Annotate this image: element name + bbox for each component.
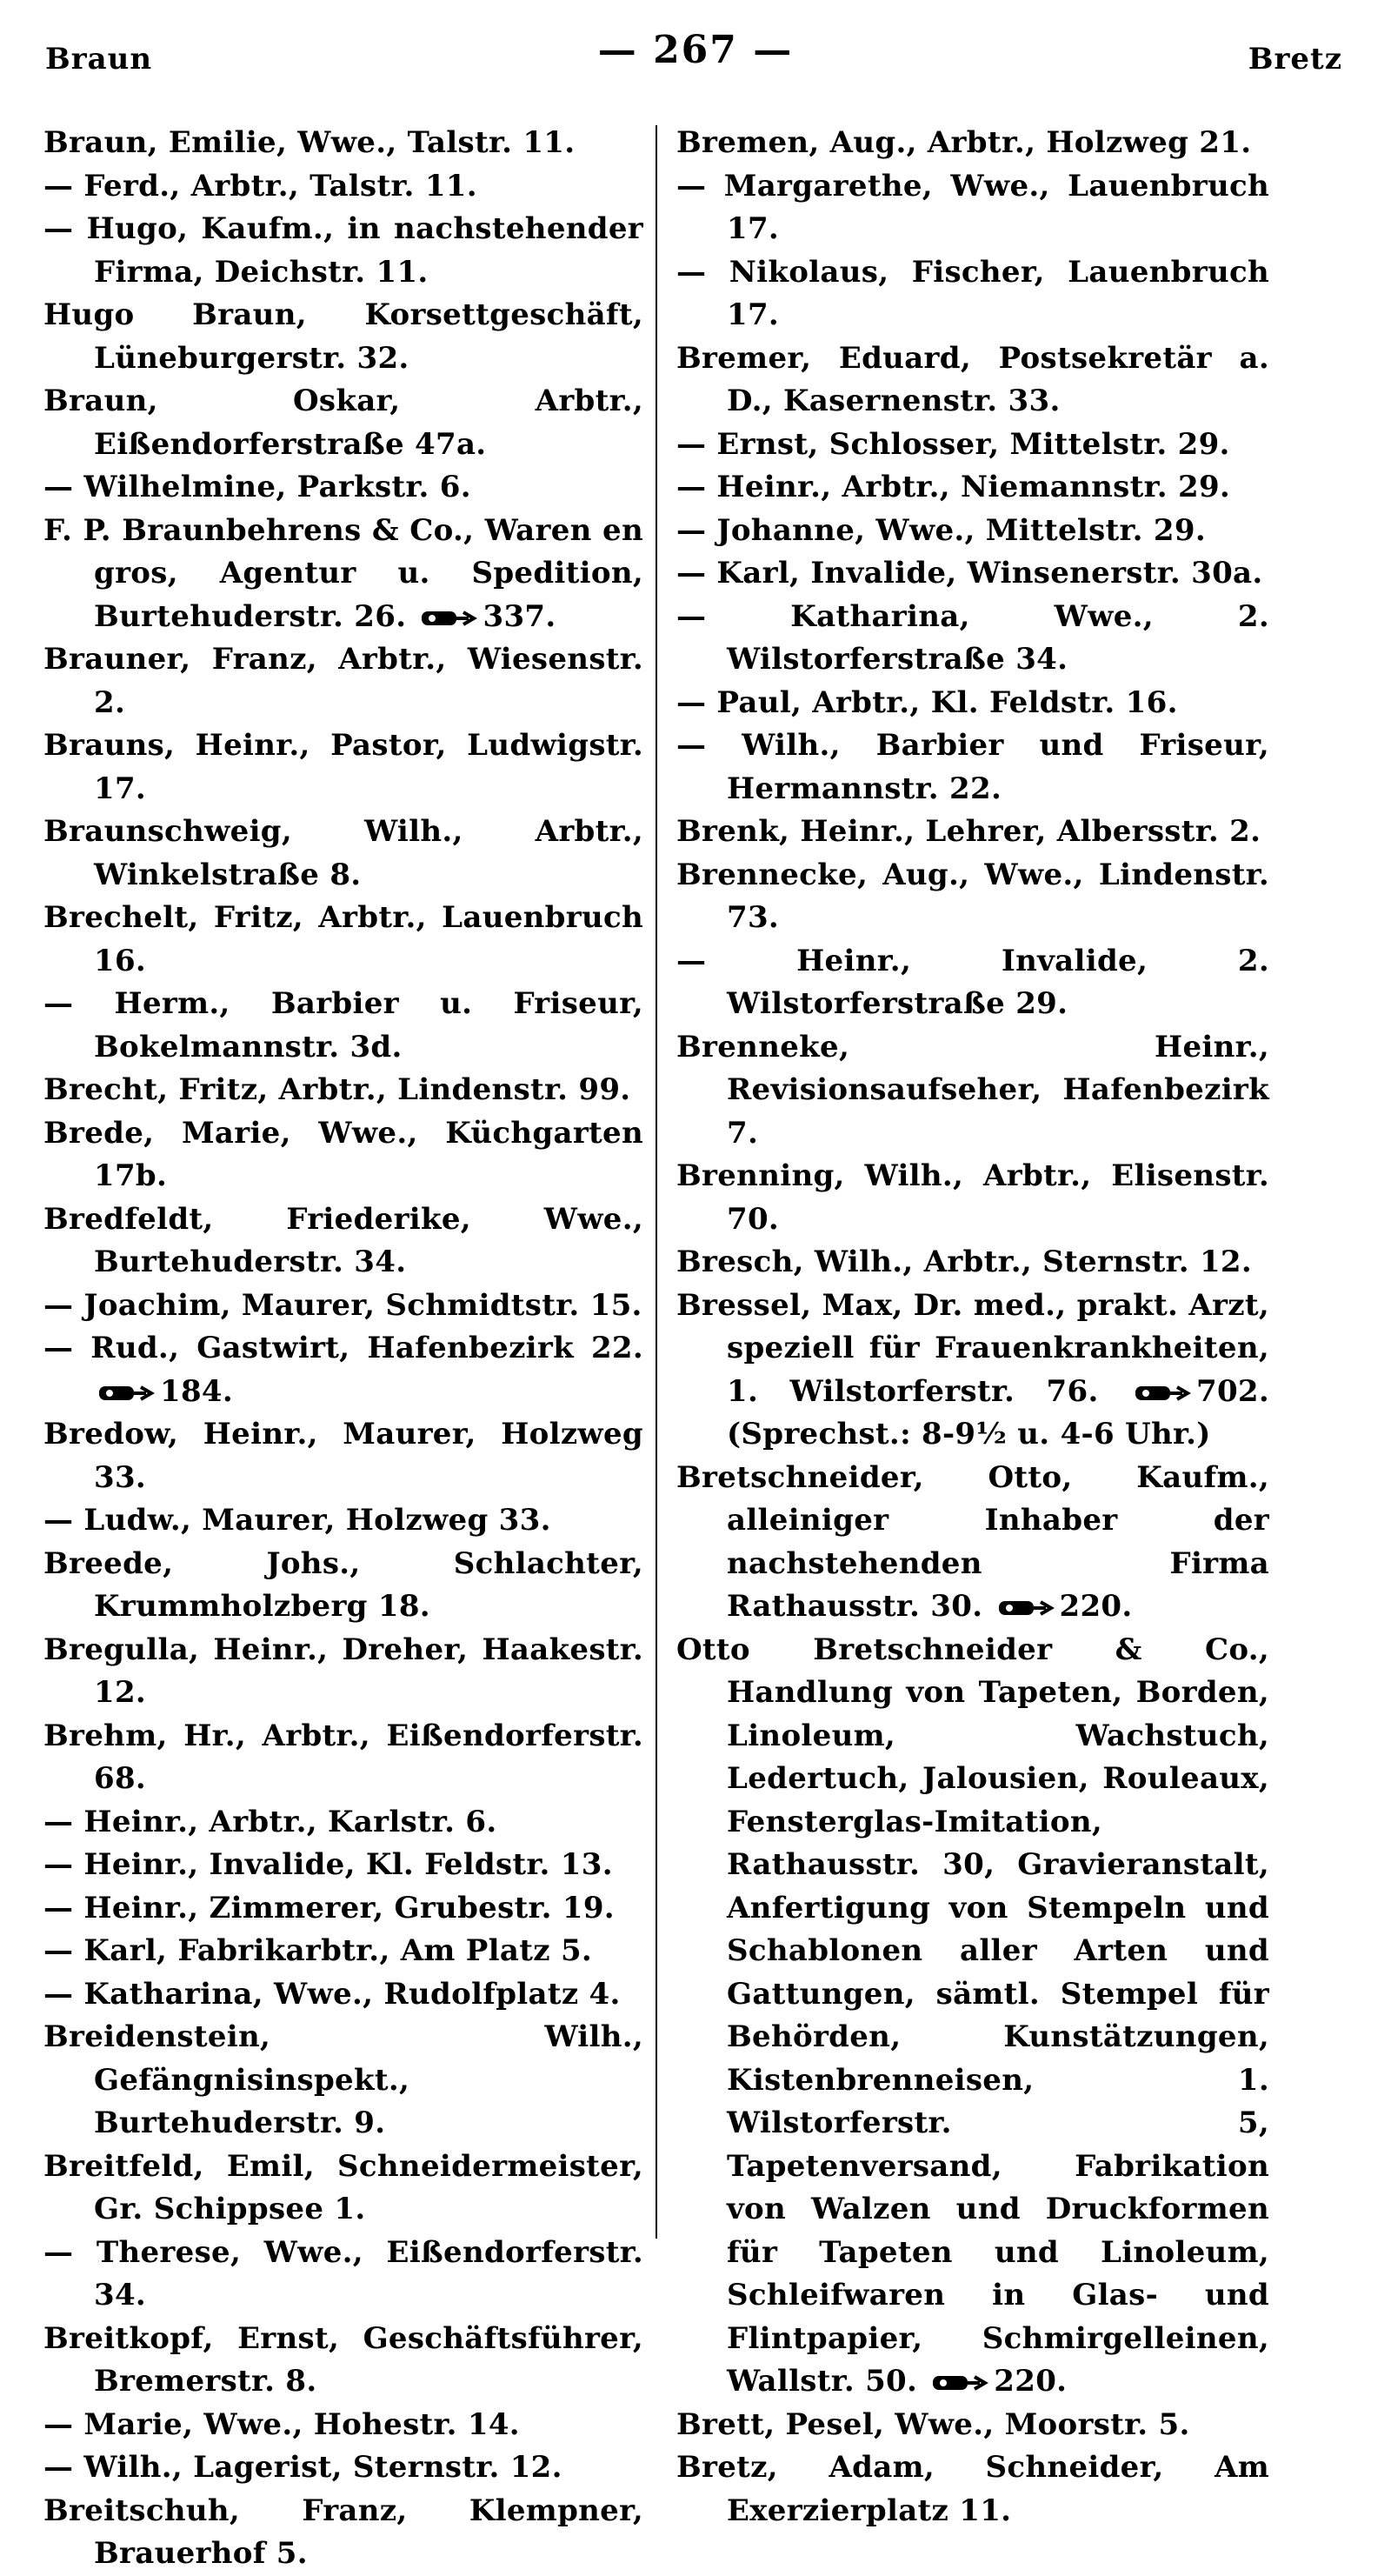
entry-text: — Ludw., Maurer, Holzweg 33. bbox=[43, 1503, 551, 1538]
entry-text: Brett, Pesel, Wwe., Moorstr. 5. bbox=[676, 2406, 1190, 2442]
entry-text: — Therese, Wwe., Eißendorferstr. 34. bbox=[43, 2234, 643, 2312]
entry-text: Bremer, Eduard, Postsekretär a. D., Kasernenstr. 33. bbox=[676, 340, 1269, 418]
entry-text: Bressel, Max, Dr. med., prakt. Arzt, speziell für Frauenkrankheiten, 1. Wilstorferstr. 76. bbox=[676, 1287, 1269, 1409]
entry-text: Brechelt, Fritz, Arbtr., Lauenbruch 16. bbox=[43, 900, 643, 978]
header-left-catchword: Braun bbox=[45, 42, 153, 77]
directory-entry bbox=[676, 510, 1269, 553]
telephone-icon bbox=[1134, 1382, 1191, 1405]
entry-text: — Marie, Wwe., Hohestr. 14. bbox=[43, 2406, 520, 2442]
entry-text: — Katharina, Wwe., Rudolfplatz 4. bbox=[43, 1976, 621, 2012]
directory-entry bbox=[676, 552, 1269, 596]
telephone-icon bbox=[420, 607, 477, 630]
directory-entry bbox=[676, 2404, 1269, 2447]
directory-entry bbox=[43, 2404, 643, 2447]
directory-entry bbox=[43, 811, 643, 897]
directory-entry bbox=[43, 466, 643, 510]
directory-entry bbox=[43, 1112, 643, 1198]
directory-entry bbox=[43, 1887, 643, 1931]
directory-entry bbox=[43, 2232, 643, 2318]
entry-text: — Wilh., Lagerist, Sternstr. 12. bbox=[43, 2450, 562, 2485]
entry-text: Hugo Braun, Korsettgeschäft, Lüneburgerstr. 32. bbox=[43, 297, 643, 376]
directory-entry bbox=[43, 1844, 643, 1887]
directory-entry bbox=[43, 1285, 643, 1328]
entry-text: — Johanne, Wwe., Mittelstr. 29. bbox=[676, 512, 1206, 548]
entry-text: — Paul, Arbtr., Kl. Feldstr. 16. bbox=[676, 684, 1178, 720]
entry-text: F. P. Braunbehrens & Co., Waren en gros, Agentur u. Spedition, Burtehuderstr. 26. bbox=[43, 512, 643, 634]
directory-entry bbox=[43, 1069, 643, 1112]
entry-text: Otto Bretschneider & Co., Handlung von Tapeten, Borden, Linoleum, Wachstuch, Ledertuch, Jalousien, Rouleaux, Fensterglas-Imitation, Rathausstr. 30, Gravieranstalt, Anfertigung von Stempeln und Schablonen aller Arten und Gattungen, sämtl. Stempel für Behörden, Kunstätzungen, Kistenbrenneisen, 1. Wilstorferstr. 5, Tapetenversand, Fabrikation von Walzen und Druckformen für Tapeten und Linoleum, Schleifwaren in Glas- und Flintpapier, Schmirgelleinen, Wallstr. 50. bbox=[676, 1632, 1269, 2399]
telephone-icon bbox=[97, 1382, 155, 1405]
entry-text: — Heinr., Invalide, Kl. Feldstr. 13. bbox=[43, 1847, 613, 1882]
directory-entry bbox=[43, 2318, 643, 2404]
directory-entry bbox=[676, 466, 1269, 510]
directory-entry bbox=[43, 510, 643, 639]
entry-text: — Rud., Gastwirt, Hafenbezirk 22. bbox=[43, 1331, 643, 1365]
directory-entry bbox=[43, 1930, 643, 1973]
directory-entry bbox=[676, 2446, 1269, 2533]
entry-text: — Ferd., Arbtr., Talstr. 11. bbox=[43, 168, 477, 204]
entry-text: Breitkopf, Ernst, Geschäftsführer, Bremerstr. 8. bbox=[43, 2320, 643, 2399]
directory-entry bbox=[676, 940, 1269, 1026]
directory-entry bbox=[676, 1285, 1269, 1457]
directory-entry bbox=[43, 208, 643, 294]
directory-entry bbox=[43, 983, 643, 1069]
entry-text: Breitfeld, Emil, Schneidermeister, Gr. Schippsee 1. bbox=[43, 2148, 643, 2226]
directory-entry bbox=[676, 337, 1269, 424]
entry-text: — Herm., Barbier u. Friseur, Bokelmannstr. 3d. bbox=[43, 986, 643, 1064]
entry-text: — Margarethe, Wwe., Lauenbruch 17. bbox=[676, 168, 1269, 246]
telephone-number: 220. bbox=[994, 2364, 1068, 2399]
directory-entry bbox=[43, 1543, 643, 1629]
entry-text: Bredow, Heinr., Maurer, Holzweg 33. bbox=[43, 1417, 643, 1495]
directory-entry bbox=[676, 424, 1269, 467]
entry-text: Brehm, Hr., Arbtr., Eißendorferstr. 68. bbox=[43, 1718, 643, 1796]
directory-entry bbox=[43, 2016, 643, 2146]
entry-text: — Joachim, Maurer, Schmidtstr. 15. bbox=[43, 1287, 642, 1323]
entry-text: Bretz, Adam, Schneider, Am Exerzierplatz 11. bbox=[676, 2450, 1269, 2528]
directory-entry bbox=[43, 165, 643, 209]
entry-text: — Ernst, Schlosser, Mittelstr. 29. bbox=[676, 426, 1230, 462]
entry-text: Breidenstein, Wilh., Gefängnisinspekt., Burtehuderstr. 9. bbox=[43, 2019, 643, 2140]
directory-entry bbox=[676, 251, 1269, 337]
directory-entry bbox=[43, 122, 643, 165]
directory-entry bbox=[676, 724, 1269, 811]
entry-text: Bredfeldt, Friederike, Wwe., Burtehuderstr. 34. bbox=[43, 1201, 643, 1279]
entry-text: Bremen, Aug., Arbtr., Holzweg 21. bbox=[676, 125, 1252, 160]
directory-entry bbox=[676, 1241, 1269, 1285]
page-header bbox=[43, 24, 1348, 87]
telephone-number: 184. bbox=[160, 1373, 234, 1409]
office-hours: (Sprechst.: 8-9½ u. 4-6 Uhr.) bbox=[727, 1417, 1211, 1452]
entry-text: Breede, Johs., Schlachter, Krummholzberg 18. bbox=[43, 1545, 643, 1624]
telephone-icon bbox=[931, 2372, 988, 2394]
telephone-number: 220. bbox=[1059, 1589, 1133, 1624]
right-column bbox=[657, 122, 1269, 2576]
directory-entry bbox=[676, 854, 1269, 940]
directory-entry bbox=[676, 122, 1269, 165]
directory-entry bbox=[43, 2146, 643, 2232]
telephone-icon bbox=[997, 1597, 1055, 1619]
directory-entry bbox=[43, 1801, 643, 1845]
entry-text: Bresch, Wilh., Arbtr., Sternstr. 12. bbox=[676, 1245, 1253, 1279]
telephone-number: 702. bbox=[1196, 1373, 1270, 1409]
left-column bbox=[43, 122, 656, 2576]
directory-entry bbox=[43, 1715, 643, 1801]
entry-text: Brenning, Wilh., Arbtr., Elisenstr. 70. bbox=[676, 1158, 1269, 1237]
entry-text: — Karl, Fabrikarbtr., Am Platz 5. bbox=[43, 1933, 593, 1968]
entry-text: — Heinr., Invalide, 2. Wilstorferstraße 29. bbox=[676, 943, 1269, 1021]
directory-entry bbox=[43, 1198, 643, 1285]
directory-entry bbox=[676, 811, 1269, 854]
directory-entry bbox=[43, 2490, 643, 2576]
entry-text: Brede, Marie, Wwe., Küchgarten 17b. bbox=[43, 1115, 643, 1193]
entry-text: Braun, Oskar, Arbtr., Eißendorferstraße 47a. bbox=[43, 384, 643, 462]
header-right-catchword: Bretz bbox=[1248, 42, 1342, 77]
entry-text: — Nikolaus, Fischer, Lauenbruch 17. bbox=[676, 254, 1269, 332]
entry-text: — Hugo, Kaufm., in nachstehender Firma, Deichstr. 11. bbox=[43, 211, 643, 290]
directory-entry bbox=[43, 1973, 643, 2017]
entry-text: Bregulla, Heinr., Dreher, Haakestr. 12. bbox=[43, 1632, 643, 1710]
directory-entry bbox=[676, 1026, 1269, 1156]
entry-text: — Heinr., Zimmerer, Grubestr. 19. bbox=[43, 1890, 615, 1925]
directory-entry bbox=[43, 638, 643, 724]
directory-entry bbox=[676, 1457, 1269, 1629]
entry-text: — Heinr., Arbtr., Karlstr. 6. bbox=[43, 1804, 497, 1839]
entry-text: — Heinr., Arbtr., Niemannstr. 29. bbox=[676, 470, 1231, 504]
entry-text: Brecht, Fritz, Arbtr., Lindenstr. 99. bbox=[43, 1072, 631, 1107]
directory-entry bbox=[676, 165, 1269, 251]
entry-text: Brenneke, Heinr., Revisionsaufseher, Hafenbezirk 7. bbox=[676, 1029, 1269, 1151]
directory-entry bbox=[43, 294, 643, 380]
directory-entry bbox=[43, 1499, 643, 1543]
directory-entry bbox=[43, 897, 643, 983]
entry-text: Brenk, Heinr., Lehrer, Albersstr. 2. bbox=[676, 814, 1261, 849]
directory-entry bbox=[43, 1413, 643, 1499]
entry-text: Braunschweig, Wilh., Arbtr., Winkelstraße 8. bbox=[43, 814, 643, 892]
directory-entry bbox=[43, 1629, 643, 1715]
directory-entry bbox=[676, 596, 1269, 682]
entry-text: Breitschuh, Franz, Klempner, Brauerhof 5. bbox=[43, 2493, 643, 2571]
entry-text: — Karl, Invalide, Winsenerstr. 30a. bbox=[676, 556, 1263, 591]
entry-text: Braun, Emilie, Wwe., Talstr. 11. bbox=[43, 125, 576, 160]
directory-entry bbox=[43, 2446, 643, 2490]
page-number: — 267 — bbox=[597, 28, 794, 72]
entry-text: Brennecke, Aug., Wwe., Lindenstr. 73. bbox=[676, 857, 1269, 935]
directory-entry bbox=[676, 682, 1269, 725]
entry-text: Brauner, Franz, Arbtr., Wiesenstr. 2. bbox=[43, 642, 643, 720]
directory-entry bbox=[43, 380, 643, 466]
directory-entry bbox=[43, 724, 643, 811]
entry-text: — Katharina, Wwe., 2. Wilstorferstraße 34. bbox=[676, 598, 1269, 677]
directory-entry bbox=[676, 1629, 1269, 2404]
entry-text: Brauns, Heinr., Pastor, Ludwigstr. 17. bbox=[43, 728, 643, 806]
columns bbox=[43, 122, 1348, 2576]
entry-text: Bretschneider, Otto, Kaufm., alleiniger Inhaber der nachstehenden Firma Rathausstr. 30. bbox=[676, 1459, 1269, 1624]
telephone-number: 337. bbox=[483, 598, 556, 634]
entry-text: — Wilhelmine, Parkstr. 6. bbox=[43, 470, 471, 504]
directory-entry bbox=[676, 1155, 1269, 1241]
directory-entry bbox=[43, 1327, 643, 1413]
entry-text: — Wilh., Barbier und Friseur, Hermannstr. 22. bbox=[676, 728, 1269, 806]
